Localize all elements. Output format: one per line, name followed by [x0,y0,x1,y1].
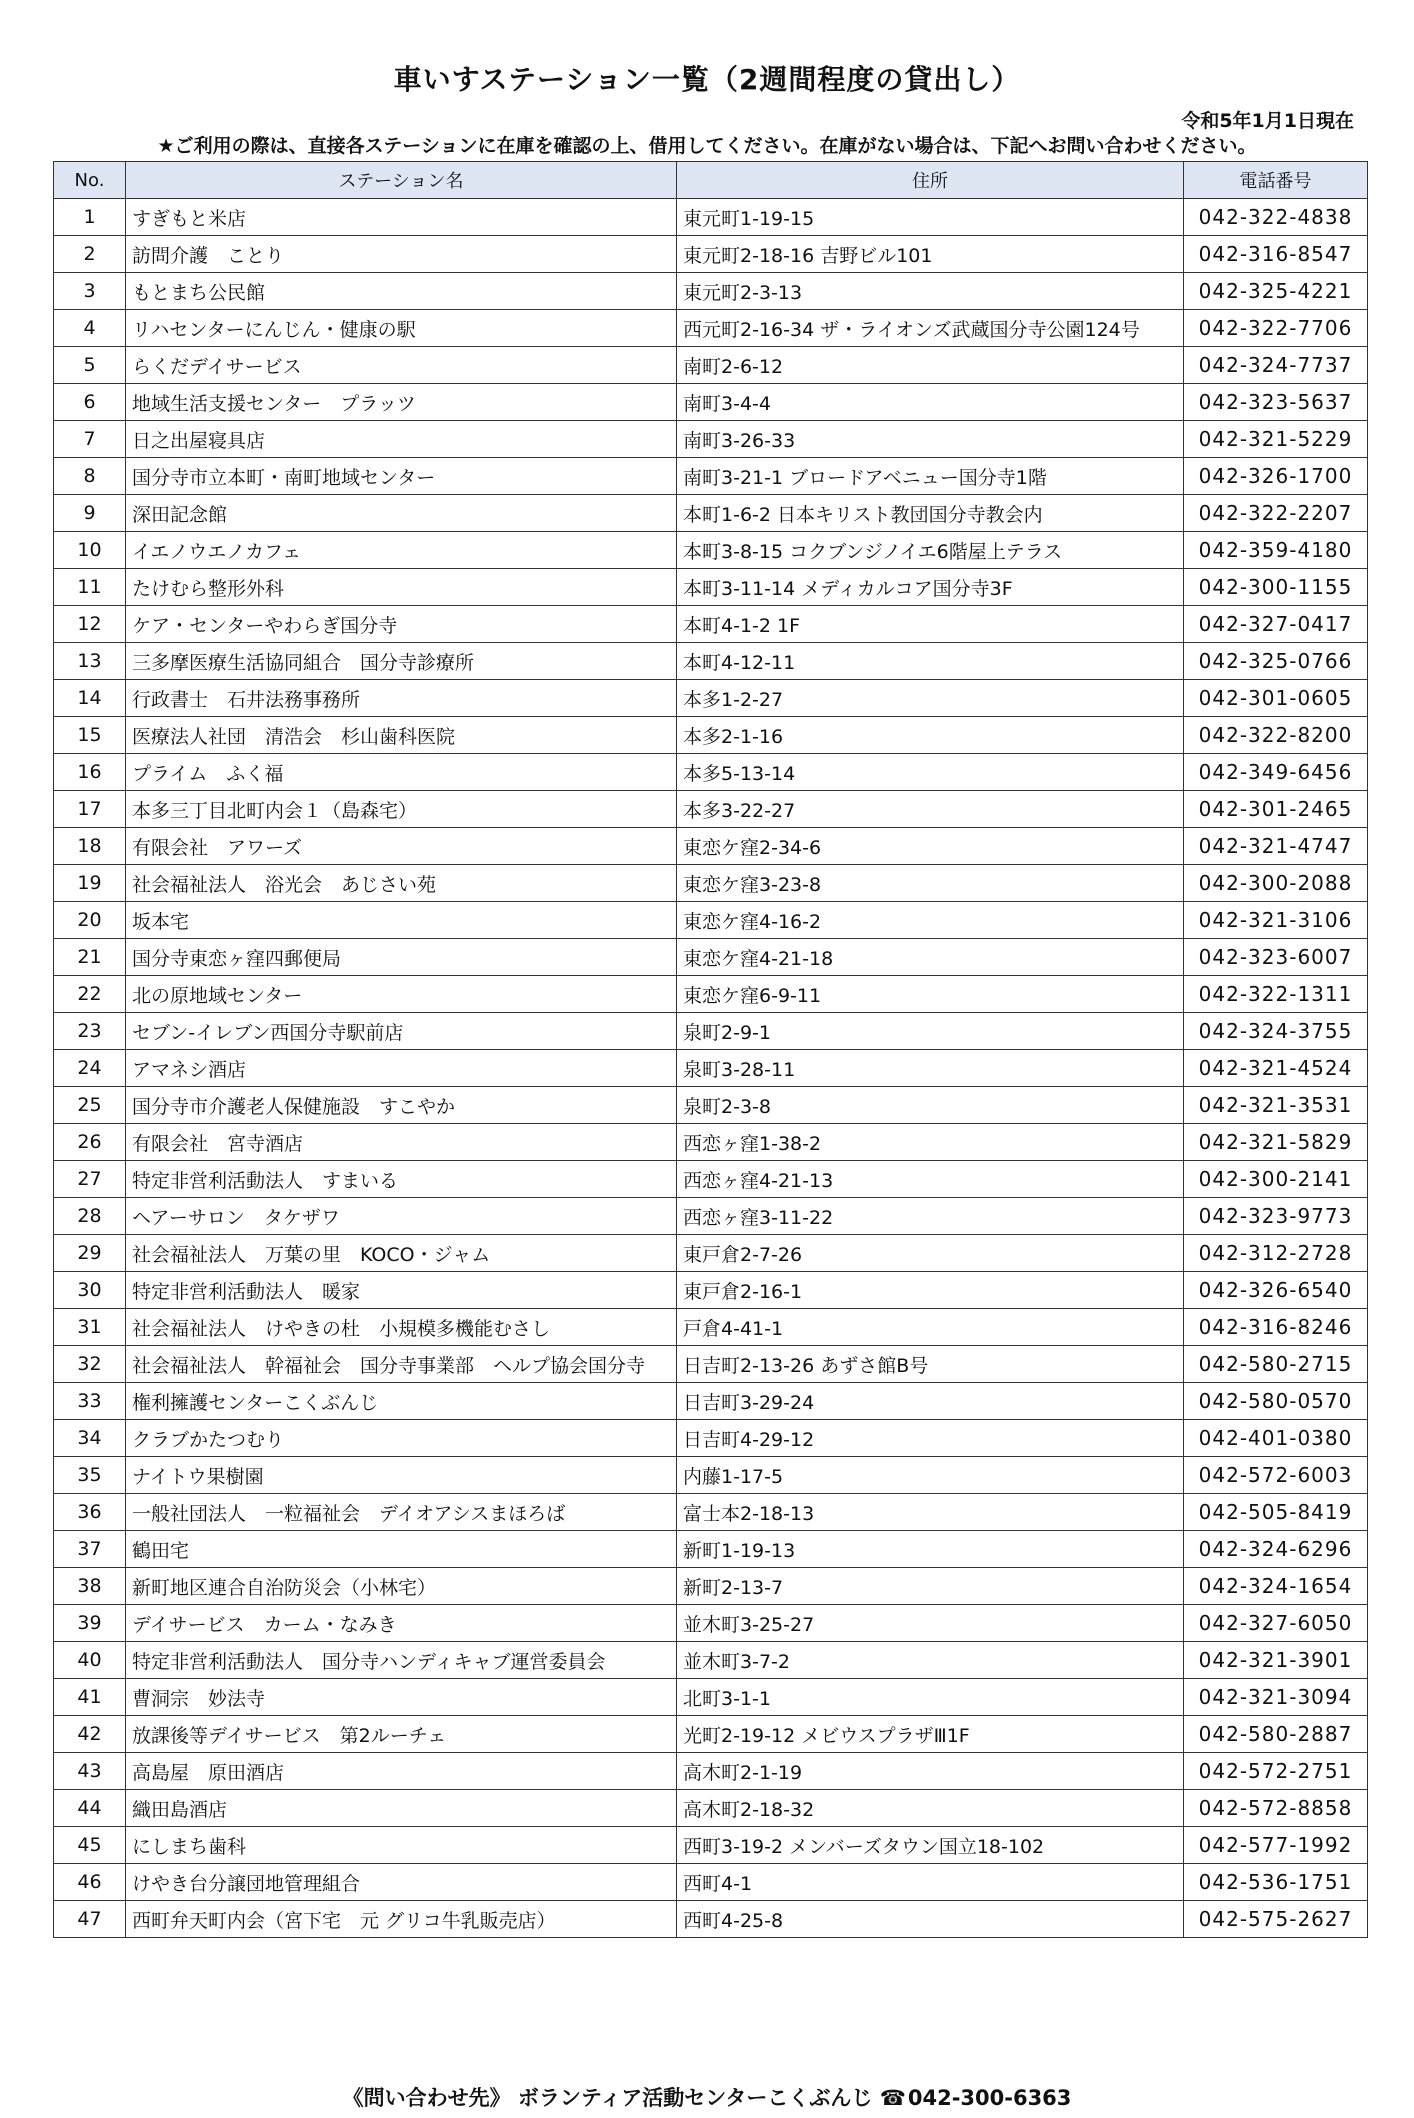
table-row [54,1383,1368,1420]
table-row [54,1864,1368,1901]
cell-address: 西恋ヶ窪4-21-13 [677,1161,1184,1198]
cell-phone: 042-572-2751 [1184,1753,1368,1790]
cell-no: 41 [54,1679,126,1716]
cell-phone: 042-322-2207 [1184,495,1368,532]
cell-no: 30 [54,1272,126,1309]
cell-address: 東元町1-19-15 [677,199,1184,236]
table-row [54,1013,1368,1050]
table-row [54,569,1368,606]
cell-address: 新町2-13-7 [677,1568,1184,1605]
table-body [54,199,1368,1938]
table-row [54,1605,1368,1642]
contact-label: 《問い合わせ先》 ボランティア活動センターこくぶんじ [342,2086,873,2110]
cell-station-name: ケア・センターやわらぎ国分寺 [126,606,677,643]
cell-no: 33 [54,1383,126,1420]
table-row [54,1272,1368,1309]
cell-no: 18 [54,828,126,865]
cell-no: 16 [54,754,126,791]
table-row [54,1420,1368,1457]
cell-address: 南町3-26-33 [677,421,1184,458]
phone-icon: ☎ [879,2086,906,2110]
cell-station-name: 権利擁護センターこくぶんじ [126,1383,677,1420]
table-row [54,1679,1368,1716]
cell-no: 8 [54,458,126,495]
cell-station-name: 社会福祉法人 けやきの杜 小規模多機能むさし [126,1309,677,1346]
cell-station-name: 織田島酒店 [126,1790,677,1827]
cell-address: 並木町3-25-27 [677,1605,1184,1642]
table-row [54,791,1368,828]
cell-address: 南町3-4-4 [677,384,1184,421]
table-row [54,902,1368,939]
cell-address: 本町4-1-2 1F [677,606,1184,643]
cell-station-name: 三多摩医療生活協同組合 国分寺診療所 [126,643,677,680]
column-header-phone: 電話番号 [1184,162,1368,199]
table-row [54,1827,1368,1864]
cell-address: 泉町3-28-11 [677,1050,1184,1087]
cell-phone: 042-572-6003 [1184,1457,1368,1494]
cell-no: 47 [54,1901,126,1938]
cell-station-name: 社会福祉法人 幹福祉会 国分寺事業部 ヘルプ協会国分寺 [126,1346,677,1383]
cell-no: 22 [54,976,126,1013]
cell-phone: 042-321-5229 [1184,421,1368,458]
cell-address: 東恋ケ窪3-23-8 [677,865,1184,902]
cell-station-name: セブン-イレブン西国分寺駅前店 [126,1013,677,1050]
cell-address: 東元町2-3-13 [677,273,1184,310]
cell-station-name: ナイトウ果樹園 [126,1457,677,1494]
cell-address: 本多3-22-27 [677,791,1184,828]
cell-no: 15 [54,717,126,754]
cell-station-name: にしまち歯科 [126,1827,677,1864]
cell-no: 28 [54,1198,126,1235]
table-row [54,1716,1368,1753]
table-row [54,643,1368,680]
cell-phone: 042-322-4838 [1184,199,1368,236]
table-row [54,1198,1368,1235]
cell-station-name: 放課後等デイサービス 第2ルーチェ [126,1716,677,1753]
cell-no: 35 [54,1457,126,1494]
table-row [54,236,1368,273]
cell-no: 46 [54,1864,126,1901]
table-row [54,1901,1368,1938]
cell-address: 東恋ケ窪2-34-6 [677,828,1184,865]
cell-address: 日吉町4-29-12 [677,1420,1184,1457]
cell-phone: 042-359-4180 [1184,532,1368,569]
cell-address: 日吉町2-13-26 あずさ館B号 [677,1346,1184,1383]
cell-phone: 042-321-3106 [1184,902,1368,939]
cell-station-name: 地域生活支援センター プラッツ [126,384,677,421]
cell-no: 37 [54,1531,126,1568]
cell-address: 東恋ケ窪4-21-18 [677,939,1184,976]
cell-no: 7 [54,421,126,458]
cell-no: 36 [54,1494,126,1531]
cell-phone: 042-322-1311 [1184,976,1368,1013]
cell-station-name: 北の原地域センター [126,976,677,1013]
cell-address: 東元町2-18-16 吉野ビル101 [677,236,1184,273]
cell-phone: 042-536-1751 [1184,1864,1368,1901]
table-row [54,717,1368,754]
cell-address: 本町1-6-2 日本キリスト教団国分寺教会内 [677,495,1184,532]
cell-address: 西元町2-16-34 ザ・ライオンズ武蔵国分寺公園124号 [677,310,1184,347]
cell-phone: 042-300-2088 [1184,865,1368,902]
table-row [54,532,1368,569]
cell-address: 日吉町3-29-24 [677,1383,1184,1420]
table-row [54,1531,1368,1568]
table-row [54,495,1368,532]
cell-phone: 042-325-4221 [1184,273,1368,310]
cell-no: 1 [54,199,126,236]
cell-station-name: 特定非営利活動法人 暖家 [126,1272,677,1309]
cell-no: 9 [54,495,126,532]
cell-phone: 042-300-2141 [1184,1161,1368,1198]
table-row [54,1309,1368,1346]
cell-address: 東恋ケ窪4-16-2 [677,902,1184,939]
table-header-row [54,162,1368,199]
cell-station-name: リハセンターにんじん・健康の駅 [126,310,677,347]
cell-phone: 042-316-8246 [1184,1309,1368,1346]
cell-phone: 042-575-2627 [1184,1901,1368,1938]
cell-phone: 042-316-8547 [1184,236,1368,273]
table-row [54,1568,1368,1605]
cell-station-name: 国分寺東恋ヶ窪四郵便局 [126,939,677,976]
contact-footer [0,2082,1414,2112]
cell-no: 3 [54,273,126,310]
cell-no: 32 [54,1346,126,1383]
cell-no: 17 [54,791,126,828]
table-row [54,680,1368,717]
cell-address: 東戸倉2-7-26 [677,1235,1184,1272]
cell-station-name: クラブかたつむり [126,1420,677,1457]
column-header-no: No. [54,162,126,199]
cell-address: 本町4-12-11 [677,643,1184,680]
cell-phone: 042-321-4747 [1184,828,1368,865]
cell-station-name: 訪問介護 ことり [126,236,677,273]
cell-station-name: イエノウエノカフェ [126,532,677,569]
cell-no: 31 [54,1309,126,1346]
cell-phone: 042-326-6540 [1184,1272,1368,1309]
cell-no: 6 [54,384,126,421]
cell-phone: 042-301-0605 [1184,680,1368,717]
cell-no: 11 [54,569,126,606]
cell-station-name: ヘアーサロン タケザワ [126,1198,677,1235]
cell-phone: 042-505-8419 [1184,1494,1368,1531]
cell-address: 本多5-13-14 [677,754,1184,791]
table-row [54,1346,1368,1383]
cell-address: 西町3-19-2 メンバーズタウン国立18-102 [677,1827,1184,1864]
cell-phone: 042-324-1654 [1184,1568,1368,1605]
cell-phone: 042-323-6007 [1184,939,1368,976]
cell-station-name: 本多三丁目北町内会１（島森宅） [126,791,677,828]
cell-phone: 042-321-5829 [1184,1124,1368,1161]
table-row [54,828,1368,865]
cell-no: 13 [54,643,126,680]
cell-address: 泉町2-3-8 [677,1087,1184,1124]
table-row [54,1050,1368,1087]
cell-no: 26 [54,1124,126,1161]
cell-phone: 042-324-3755 [1184,1013,1368,1050]
cell-no: 40 [54,1642,126,1679]
cell-no: 24 [54,1050,126,1087]
cell-no: 25 [54,1087,126,1124]
cell-no: 39 [54,1605,126,1642]
cell-no: 34 [54,1420,126,1457]
cell-address: 高木町2-1-19 [677,1753,1184,1790]
table-row [54,347,1368,384]
cell-station-name: 坂本宅 [126,902,677,939]
cell-phone: 042-324-7737 [1184,347,1368,384]
table-row [54,1235,1368,1272]
cell-station-name: 新町地区連合自治防災会（小林宅） [126,1568,677,1605]
cell-address: 戸倉4-41-1 [677,1309,1184,1346]
cell-phone: 042-324-6296 [1184,1531,1368,1568]
cell-phone: 042-580-0570 [1184,1383,1368,1420]
cell-phone: 042-322-7706 [1184,310,1368,347]
cell-station-name: 国分寺市介護老人保健施設 すこやか [126,1087,677,1124]
as-of-date: 令和5年1月1日現在 [1181,110,1354,132]
table-row [54,1087,1368,1124]
cell-no: 2 [54,236,126,273]
cell-phone: 042-322-8200 [1184,717,1368,754]
table-row [54,310,1368,347]
table-row [54,384,1368,421]
table-row [54,273,1368,310]
cell-no: 19 [54,865,126,902]
cell-address: 南町3-21-1 ブロードアベニュー国分寺1階 [677,458,1184,495]
cell-no: 43 [54,1753,126,1790]
cell-address: 富士本2-18-13 [677,1494,1184,1531]
cell-phone: 042-325-0766 [1184,643,1368,680]
cell-no: 27 [54,1161,126,1198]
cell-address: 西町4-25-8 [677,1901,1184,1938]
cell-phone: 042-577-1992 [1184,1827,1368,1864]
cell-station-name: 一般社団法人 一粒福祉会 デイオアシスまほろば [126,1494,677,1531]
cell-station-name: 有限会社 宮寺酒店 [126,1124,677,1161]
cell-no: 14 [54,680,126,717]
cell-phone: 042-580-2887 [1184,1716,1368,1753]
cell-phone: 042-300-1155 [1184,569,1368,606]
cell-phone: 042-321-3531 [1184,1087,1368,1124]
cell-no: 20 [54,902,126,939]
cell-no: 29 [54,1235,126,1272]
cell-phone: 042-580-2715 [1184,1346,1368,1383]
cell-station-name: けやき台分譲団地管理組合 [126,1864,677,1901]
cell-no: 10 [54,532,126,569]
cell-address: 泉町2-9-1 [677,1013,1184,1050]
cell-phone: 042-401-0380 [1184,1420,1368,1457]
cell-address: 本町3-11-14 メディカルコア国分寺3F [677,569,1184,606]
cell-address: 東恋ケ窪6-9-11 [677,976,1184,1013]
table-row [54,421,1368,458]
table-row [54,1642,1368,1679]
cell-address: 本町3-8-15 コクブンジノイエ6階屋上テラス [677,532,1184,569]
cell-phone: 042-327-0417 [1184,606,1368,643]
cell-station-name: アマネシ酒店 [126,1050,677,1087]
cell-address: 東戸倉2-16-1 [677,1272,1184,1309]
cell-address: 本多1-2-27 [677,680,1184,717]
cell-address: 高木町2-18-32 [677,1790,1184,1827]
cell-address: 内藤1-17-5 [677,1457,1184,1494]
cell-station-name: 特定非営利活動法人 すまいる [126,1161,677,1198]
cell-station-name: 日之出屋寝具店 [126,421,677,458]
cell-phone: 042-323-9773 [1184,1198,1368,1235]
table-row [54,1790,1368,1827]
cell-station-name: 社会福祉法人 万葉の里 KOCO・ジャム [126,1235,677,1272]
cell-no: 38 [54,1568,126,1605]
cell-no: 45 [54,1827,126,1864]
cell-phone: 042-327-6050 [1184,1605,1368,1642]
usage-notice: ★ご利用の際は、直接各ステーションに在庫を確認の上、借用してください。在庫がない場合は、下記へお問い合わせください。 [157,135,1257,157]
table-row [54,1494,1368,1531]
table-row [54,606,1368,643]
cell-station-name: 西町弁天町内会（宮下宅 元 グリコ牛乳販売店） [126,1901,677,1938]
cell-phone: 042-301-2465 [1184,791,1368,828]
cell-phone: 042-572-8858 [1184,1790,1368,1827]
cell-station-name: 社会福祉法人 浴光会 あじさい苑 [126,865,677,902]
cell-station-name: もとまち公民館 [126,273,677,310]
cell-address: 新町1-19-13 [677,1531,1184,1568]
station-table [53,161,1368,1938]
cell-station-name: 医療法人社団 清浩会 杉山歯科医院 [126,717,677,754]
cell-station-name: 特定非営利活動法人 国分寺ハンディキャブ運営委員会 [126,1642,677,1679]
cell-station-name: らくだデイサービス [126,347,677,384]
cell-station-name: 深田記念館 [126,495,677,532]
cell-station-name: 曹洞宗 妙法寺 [126,1679,677,1716]
cell-phone: 042-321-4524 [1184,1050,1368,1087]
cell-no: 5 [54,347,126,384]
cell-no: 44 [54,1790,126,1827]
cell-address: 西恋ヶ窪3-11-22 [677,1198,1184,1235]
cell-no: 4 [54,310,126,347]
cell-phone: 042-312-2728 [1184,1235,1368,1272]
table-row [54,199,1368,236]
cell-address: 並木町3-7-2 [677,1642,1184,1679]
cell-station-name: デイサービス カーム・なみき [126,1605,677,1642]
cell-no: 23 [54,1013,126,1050]
column-header-station-name: ステーション名 [126,162,677,199]
cell-station-name: 高島屋 原田酒店 [126,1753,677,1790]
cell-phone: 042-321-3094 [1184,1679,1368,1716]
cell-address: 本多2-1-16 [677,717,1184,754]
cell-address: 西町4-1 [677,1864,1184,1901]
table-row [54,1124,1368,1161]
page-title: 車いすステーション一覧（2週間程度の貸出し） [393,63,1021,96]
table-row [54,1457,1368,1494]
table-row [54,754,1368,791]
cell-station-name: すぎもと米店 [126,199,677,236]
table-row [54,1161,1368,1198]
cell-address: 光町2-19-12 メビウスプラザⅢ1F [677,1716,1184,1753]
cell-station-name: たけむら整形外科 [126,569,677,606]
cell-phone: 042-326-1700 [1184,458,1368,495]
cell-phone: 042-349-6456 [1184,754,1368,791]
contact-phone: 042-300-6363 [907,2086,1072,2110]
cell-address: 西恋ヶ窪1-38-2 [677,1124,1184,1161]
table-row [54,976,1368,1013]
cell-address: 南町2-6-12 [677,347,1184,384]
cell-no: 12 [54,606,126,643]
table-row [54,865,1368,902]
table-row [54,1753,1368,1790]
cell-phone: 042-323-5637 [1184,384,1368,421]
cell-station-name: プライム ふく福 [126,754,677,791]
cell-station-name: 行政書士 石井法務事務所 [126,680,677,717]
cell-phone: 042-321-3901 [1184,1642,1368,1679]
cell-address: 北町3-1-1 [677,1679,1184,1716]
table-row [54,939,1368,976]
cell-no: 21 [54,939,126,976]
column-header-address: 住所 [677,162,1184,199]
cell-station-name: 鶴田宅 [126,1531,677,1568]
cell-station-name: 有限会社 アワーズ [126,828,677,865]
cell-station-name: 国分寺市立本町・南町地域センター [126,458,677,495]
cell-no: 42 [54,1716,126,1753]
table-row [54,458,1368,495]
